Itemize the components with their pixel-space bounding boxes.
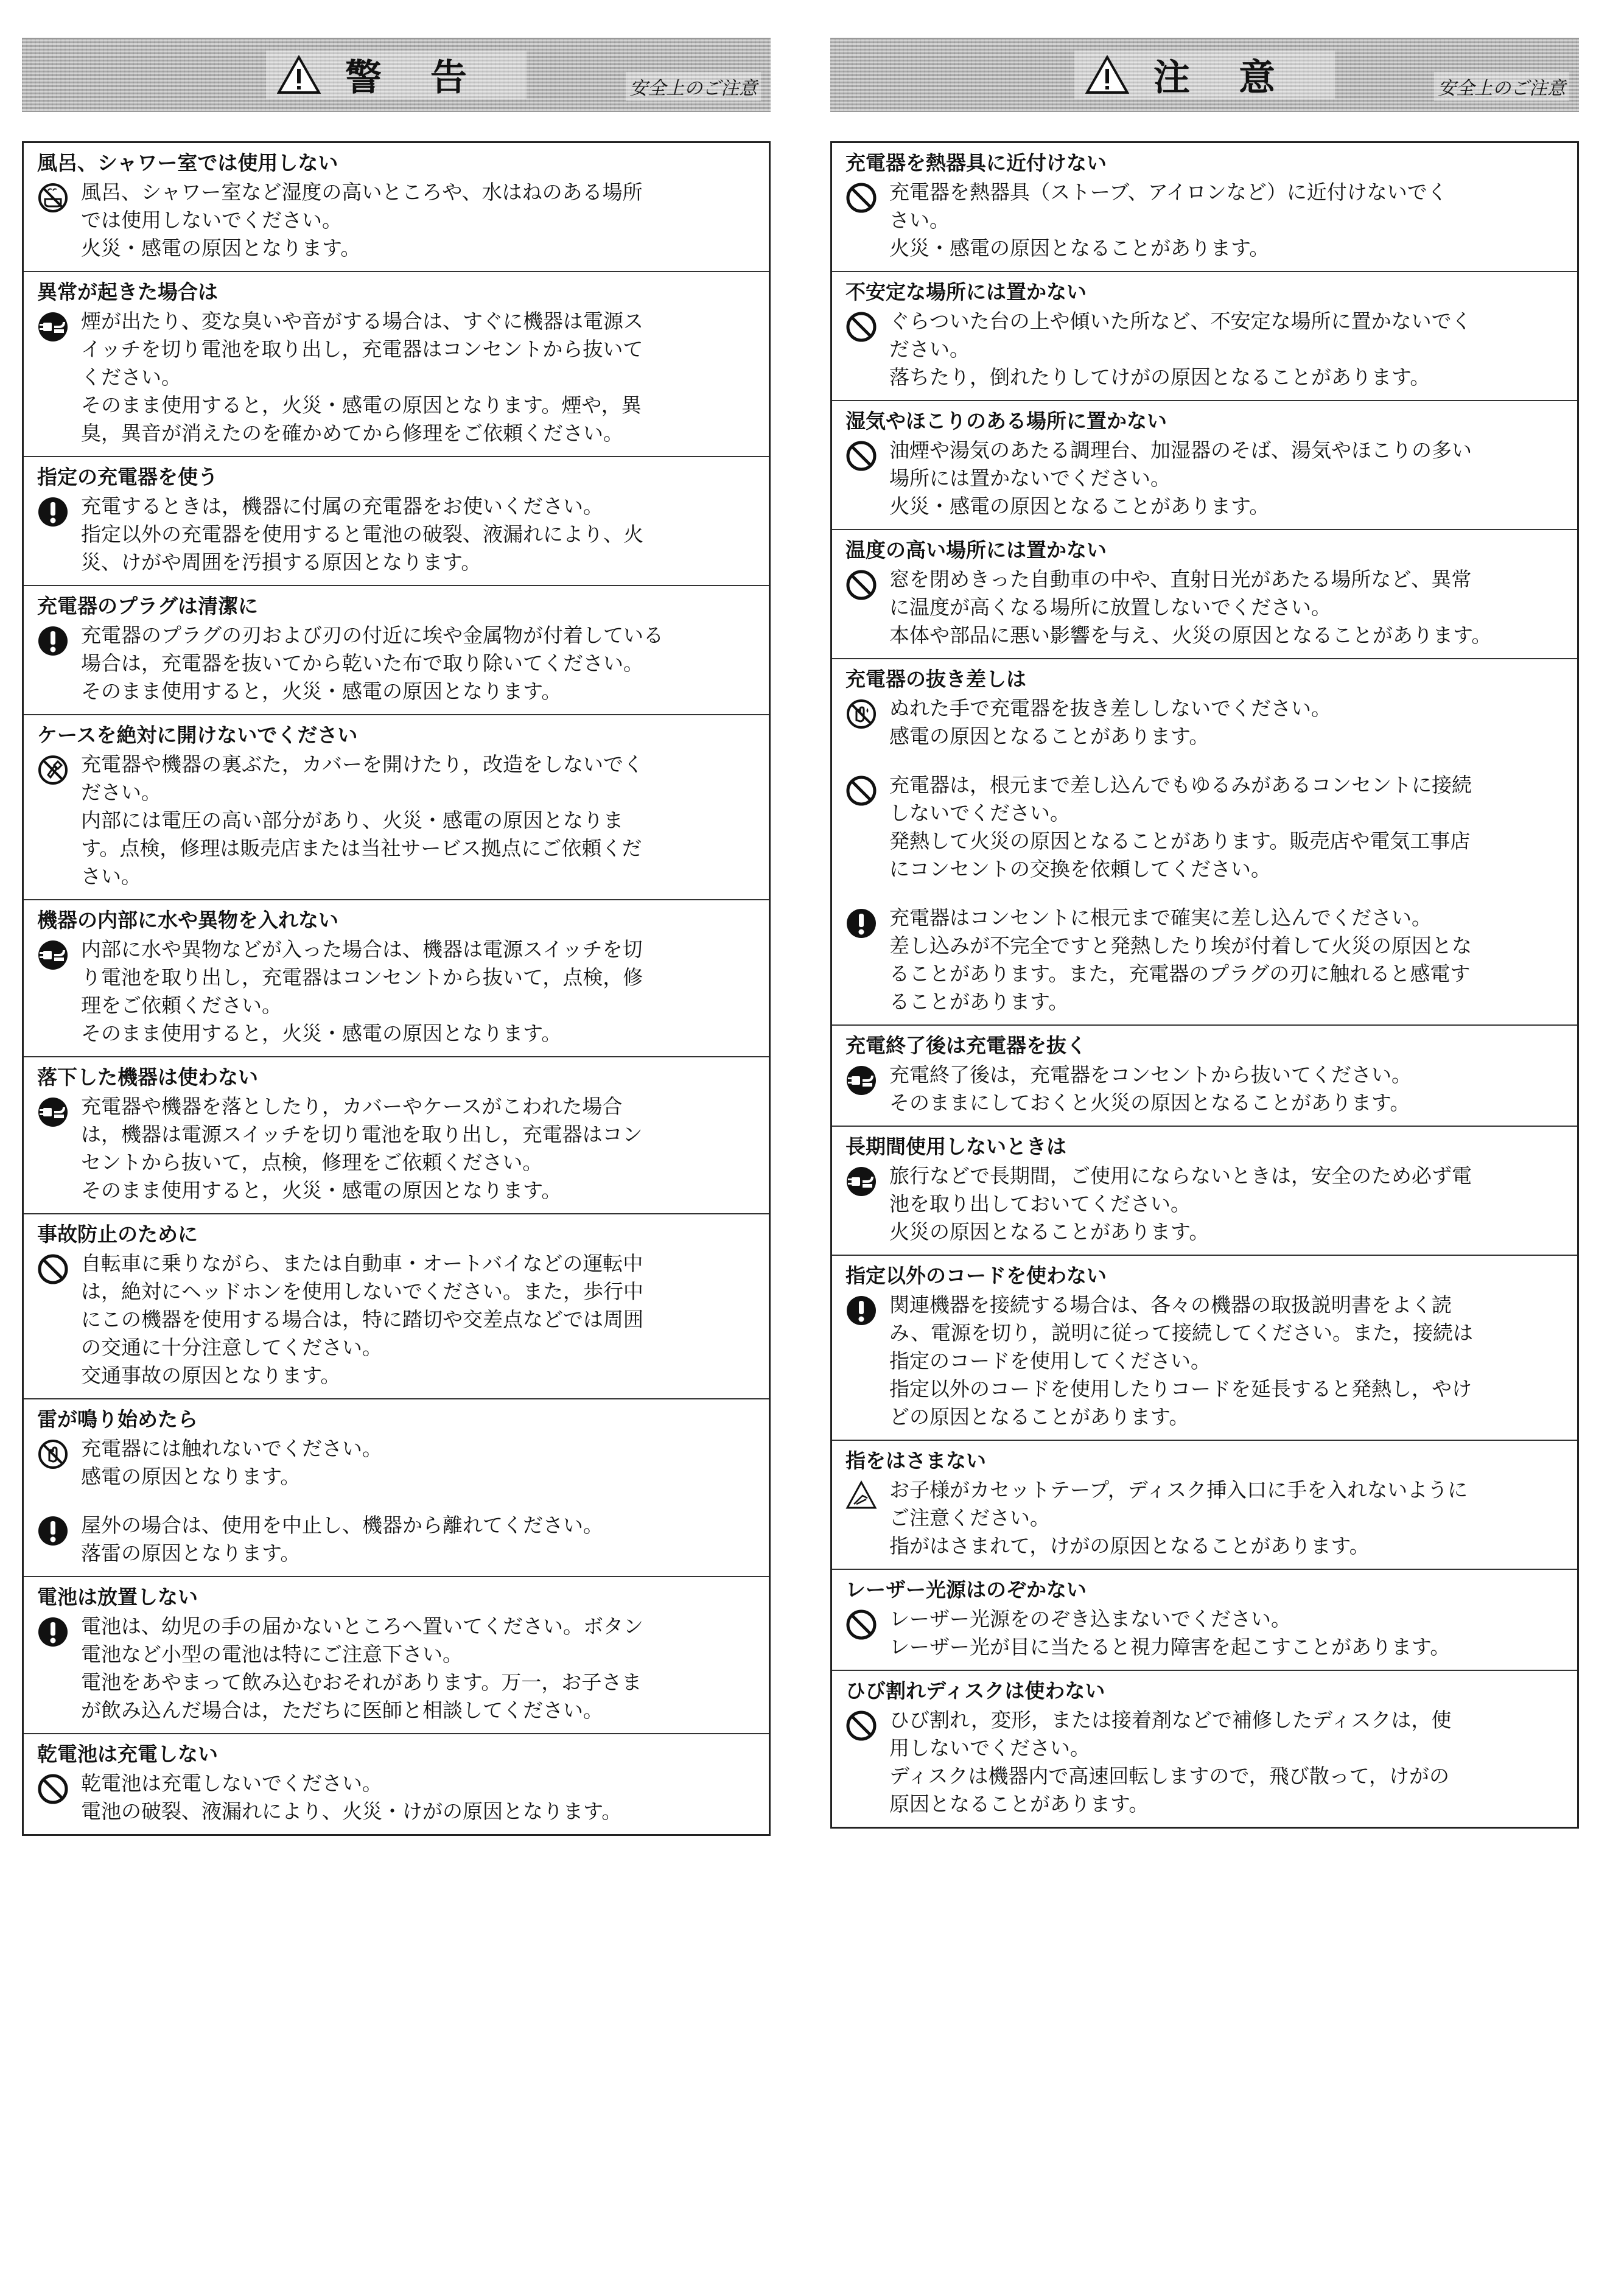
notice-line: ください。 xyxy=(81,365,181,389)
notice-text xyxy=(889,1605,1564,1661)
notice-line: 充電器は，根元まで差し込んでもゆるみがあるコンセントに接続 xyxy=(889,773,1472,797)
notice-item xyxy=(845,565,1564,650)
notice-item xyxy=(37,178,755,262)
notice-line: お子様がカセットテープ，ディスク挿入口に手を入れないように xyxy=(889,1478,1468,1502)
no-disassemble-icon xyxy=(37,754,69,786)
section-title: ケースを絶対に開けないでください xyxy=(37,723,358,747)
notice-item xyxy=(845,436,1564,520)
notice-text xyxy=(81,751,755,891)
notice-line: そのまま使用すると，火災・感電の原因となります。 xyxy=(81,1021,562,1045)
notice-line: 臭，異音が消えたのを確かめてから修理をご依頼ください。 xyxy=(81,421,623,445)
notice-line: ぐらついた台の上や傾いた所など、不安定な場所に置かないでく xyxy=(889,309,1472,333)
mandatory-icon xyxy=(845,1295,877,1326)
notice-text xyxy=(81,492,755,576)
section-title: 充電器のプラグは清潔に xyxy=(37,594,258,618)
no-bath-icon xyxy=(37,182,69,214)
notice-section xyxy=(24,1577,769,1734)
prohibited-icon xyxy=(37,1253,69,1285)
notice-item xyxy=(845,1291,1564,1431)
notice-section xyxy=(832,1256,1577,1441)
notice-section xyxy=(24,1214,769,1399)
notice-text xyxy=(81,307,755,447)
unplug-icon xyxy=(37,1096,69,1128)
notice-section xyxy=(832,401,1577,530)
section-title: 充電器を熱器具に近付けない xyxy=(845,151,1107,175)
notice-section xyxy=(832,1441,1577,1570)
notice-line: 充電器や機器の裏ぶた，カバーを開けたり，改造をしないでく xyxy=(81,752,643,776)
notice-line: の交通に十分注意してください。 xyxy=(81,1336,382,1359)
notice-line: ることがあります。 xyxy=(889,990,1069,1014)
notice-line: しないでください。 xyxy=(889,801,1070,825)
section-title: 雷が鳴り始めたら xyxy=(37,1407,198,1431)
notice-line: 指がはさまれて，けがの原因となることがあります。 xyxy=(889,1534,1370,1558)
notice-section xyxy=(832,1570,1577,1671)
notice-line: では使用しないでください。 xyxy=(81,208,342,232)
notice-line: り電池を取り出し，充電器はコンセントから抜いて，点検，修 xyxy=(81,965,643,989)
notice-section xyxy=(832,1026,1577,1127)
prohibited-icon xyxy=(845,440,877,472)
warning-banner xyxy=(22,38,771,112)
notice-line: 感電の原因となることがあります。 xyxy=(889,724,1209,748)
notice-line: 場所には置かないでください。 xyxy=(889,466,1171,490)
section-title: 温度の高い場所には置かない xyxy=(845,538,1107,562)
notice-line: 本体や部品に悪い影響を与え、火災の原因となることがあります。 xyxy=(889,623,1492,647)
banner-title: 注意 xyxy=(1153,57,1324,99)
notice-text xyxy=(81,1250,755,1390)
notice-line: 電池をあやまって飲み込むおそれがあります。万一，お子さま xyxy=(81,1670,642,1694)
notice-text xyxy=(81,622,755,706)
notice-line: ひび割れ，変形，または接着剤などで補修したディスクは，使 xyxy=(889,1708,1452,1732)
notice-item xyxy=(845,771,1564,883)
notice-line: す。点検，修理は販売店または当社サービス拠点にご依頼くだ xyxy=(81,836,642,860)
notice-text xyxy=(889,1162,1564,1246)
notice-text xyxy=(81,1435,755,1491)
notice-item xyxy=(37,307,755,447)
notice-item xyxy=(37,1770,755,1826)
notice-text xyxy=(81,936,755,1048)
notice-text xyxy=(889,1061,1564,1117)
notice-item xyxy=(845,1061,1564,1117)
notice-section xyxy=(832,1671,1577,1827)
unplug-icon xyxy=(845,1166,877,1197)
pinch-warning-icon xyxy=(845,1480,877,1511)
notice-line: 感電の原因となります。 xyxy=(81,1465,301,1488)
prohibited-icon xyxy=(845,569,877,601)
section-title: 異常が起きた場合は xyxy=(37,280,218,304)
notice-line: イッチを切り電池を取り出し，充電器はコンセントから抜いて xyxy=(81,337,643,361)
warning-triangle-icon xyxy=(277,55,321,94)
mandatory-icon xyxy=(845,908,877,939)
notice-line: レーザー光源をのぞき込まないでください。 xyxy=(889,1607,1291,1631)
notice-text xyxy=(81,1770,755,1826)
notice-line: 原因となることがあります。 xyxy=(889,1792,1149,1816)
notice-line: 油煙や湯気のあたる調理台、加湿器のそば、湯気やほこりの多い xyxy=(889,438,1472,462)
section-title: 不安定な場所には置かない xyxy=(845,280,1087,304)
notice-line: は，絶対にヘッドホンを使用しないでください。また，歩行中 xyxy=(81,1280,643,1303)
notice-line: 内部に水や異物などが入った場合は、機器は電源スイッチを切 xyxy=(81,937,643,961)
notice-item xyxy=(37,1511,755,1567)
section-title: 乾電池は充電しない xyxy=(37,1742,218,1766)
notice-line: レーザー光が目に当たると視力障害を起こすことがあります。 xyxy=(889,1635,1451,1659)
notice-line: 充電器はコンセントに根元まで確実に差し込んでください。 xyxy=(889,906,1432,930)
notice-line: そのままにしておくと火災の原因となることがあります。 xyxy=(889,1091,1410,1115)
notice-line: は，機器は電源スイッチを切り電池を取り出し，充電器はコン xyxy=(81,1122,643,1146)
section-title: 電池は放置しない xyxy=(37,1585,198,1609)
notice-line: 発熱して火災の原因となることがあります。販売店や電気工事店 xyxy=(889,829,1471,853)
warning-column xyxy=(22,38,771,1836)
notice-line: ださい。 xyxy=(81,780,161,804)
notice-line: 電池など小型の電池は特にご注意下さい。 xyxy=(81,1642,463,1666)
notice-line: 関連機器を接続する場合は、各々の機器の取扱説明書をよく読 xyxy=(889,1293,1452,1317)
prohibited-icon xyxy=(845,311,877,343)
notice-section xyxy=(832,530,1577,659)
notice-text xyxy=(889,1476,1564,1560)
notice-item xyxy=(845,1162,1564,1246)
notice-text xyxy=(81,178,755,262)
mandatory-icon xyxy=(37,1616,69,1648)
section-title: 機器の内部に水や異物を入れない xyxy=(37,908,338,932)
notice-line: そのまま使用すると，火災・感電の原因となります。煙や，異 xyxy=(81,393,642,417)
prohibited-icon xyxy=(37,1773,69,1805)
section-title: 指をはさまない xyxy=(845,1449,986,1472)
notice-line: 充電器のプラグの刃および刃の付近に埃や金属物が付着している xyxy=(81,623,663,647)
notice-text xyxy=(81,1093,755,1205)
notice-line: 火災・感電の原因となることがあります。 xyxy=(889,494,1270,518)
notice-line: ださい。 xyxy=(889,337,970,361)
prohibited-icon xyxy=(845,1609,877,1640)
notice-item xyxy=(37,751,755,891)
notice-line: 風呂、シャワー室など湿度の高いところや、水はねのある場所 xyxy=(81,180,643,204)
notice-item xyxy=(37,1435,755,1491)
notice-line: み、電源を切り，説明に従って接続してください。また，接続は xyxy=(889,1321,1473,1345)
notice-line: 煙が出たり、変な臭いや音がする場合は、すぐに機器は電源ス xyxy=(81,309,643,333)
notice-line: 場合は，充電器を抜いてから乾いた布で取り除いてください。 xyxy=(81,651,643,675)
section-title: 事故防止のために xyxy=(37,1222,198,1246)
notice-line: にコンセントの交換を依頼してください。 xyxy=(889,857,1271,881)
notice-item xyxy=(37,492,755,576)
notice-section xyxy=(832,272,1577,401)
notice-text xyxy=(889,565,1564,650)
caution-box xyxy=(830,141,1579,1829)
notice-line: 指定のコードを使用してください。 xyxy=(889,1349,1211,1373)
notice-line: 災、けがや周囲を汚損する原因となります。 xyxy=(81,550,481,574)
notice-line: 指定以外のコードを使用したりコードを延長すると発熱し，やけ xyxy=(889,1377,1472,1401)
notice-line: 用しないでください。 xyxy=(889,1736,1090,1760)
notice-line: さい。 xyxy=(889,208,950,232)
notice-line: 充電するときは，機器に付属の充電器をお使いください。 xyxy=(81,494,603,518)
notice-line: ご注意ください。 xyxy=(889,1506,1050,1530)
notice-line: 充電器を熱器具（ストーブ、アイロンなど）に近付けないでく xyxy=(889,180,1447,204)
notice-line: 指定以外の充電器を使用すると電池の破裂、液漏れにより、火 xyxy=(81,522,643,546)
mandatory-icon xyxy=(37,625,69,657)
banner-subtitle: 安全上のご注意 xyxy=(626,72,761,101)
notice-line: 内部には電圧の高い部分があり、火災・感電の原因となりま xyxy=(81,808,623,832)
notice-section xyxy=(24,1057,769,1214)
unplug-icon xyxy=(845,1065,877,1096)
unplug-icon xyxy=(37,311,69,343)
notice-item xyxy=(845,695,1564,751)
notice-item xyxy=(37,1093,755,1205)
notice-text xyxy=(889,307,1564,391)
prohibited-icon xyxy=(845,182,877,214)
notice-section xyxy=(24,1734,769,1834)
notice-item xyxy=(845,904,1564,1016)
notice-section xyxy=(24,900,769,1057)
notice-line: 窓を閉めきった自動車の中や、直射日光があたる場所など、異常 xyxy=(889,567,1472,591)
notice-section xyxy=(24,586,769,715)
notice-line: 火災・感電の原因となることがあります。 xyxy=(889,236,1270,260)
notice-line: 理をご依頼ください。 xyxy=(81,993,282,1017)
notice-text xyxy=(889,436,1564,520)
section-title: ひび割れディスクは使わない xyxy=(845,1679,1105,1703)
mandatory-icon xyxy=(37,1515,69,1547)
notice-line: 差し込みが不完全ですと発熱したり埃が付着して火災の原因とな xyxy=(889,934,1472,958)
notice-section xyxy=(24,715,769,900)
unplug-icon xyxy=(37,939,69,971)
notice-section xyxy=(24,272,769,457)
section-title: 長期間使用しないときは xyxy=(845,1135,1066,1158)
notice-item xyxy=(845,1605,1564,1661)
notice-line: に温度が高くなる場所に放置しないでください。 xyxy=(889,595,1331,619)
notice-text xyxy=(889,178,1564,262)
notice-item xyxy=(37,622,755,706)
notice-section xyxy=(24,457,769,586)
notice-line: 屋外の場合は、使用を中止し、機器から離れてください。 xyxy=(81,1513,603,1537)
warning-triangle-icon xyxy=(1085,55,1129,94)
notice-text xyxy=(889,1706,1564,1818)
notice-text xyxy=(889,1291,1564,1431)
notice-line: 火災の原因となることがあります。 xyxy=(889,1220,1209,1244)
mandatory-icon xyxy=(37,496,69,528)
notice-item xyxy=(845,307,1564,391)
section-title: レーザー光源はのぞかない xyxy=(845,1578,1087,1602)
notice-line: ぬれた手で充電器を抜き差ししないでください。 xyxy=(889,696,1331,720)
notice-text xyxy=(889,904,1564,1016)
notice-line: ディスクは機器内で高速回転しますので，飛び散って，けがの xyxy=(889,1764,1450,1788)
notice-line: 自転車に乗りながら、または自動車・オートバイなどの運転中 xyxy=(81,1252,643,1275)
notice-section xyxy=(832,659,1577,1026)
notice-item xyxy=(845,178,1564,262)
notice-line: 充電器には触れないでください。 xyxy=(81,1437,382,1460)
notice-line: セントから抜いて，点検，修理をご依頼ください。 xyxy=(81,1150,543,1174)
warning-box xyxy=(22,141,771,1836)
notice-item xyxy=(37,1612,755,1725)
notice-item xyxy=(37,1250,755,1390)
notice-item xyxy=(845,1476,1564,1560)
notice-text xyxy=(889,771,1564,883)
notice-line: そのまま使用すると，火災・感電の原因となります。 xyxy=(81,1178,562,1202)
notice-line: が飲み込んだ場合は，ただちに医師と相談してください。 xyxy=(81,1698,603,1722)
notice-line: さい。 xyxy=(81,864,141,888)
notice-item xyxy=(845,1706,1564,1818)
notice-line: 電池の破裂、液漏れにより、火災・けがの原因となります。 xyxy=(81,1799,622,1823)
notice-line: 火災・感電の原因となります。 xyxy=(81,236,361,260)
section-title: 充電器の抜き差しは xyxy=(845,667,1026,691)
section-title: 風呂、シャワー室では使用しない xyxy=(37,151,338,175)
no-wet-hands-icon xyxy=(845,698,877,730)
notice-line: 落雷の原因となります。 xyxy=(81,1541,301,1565)
caution-column xyxy=(830,38,1579,1829)
notice-line: 交通事故の原因となります。 xyxy=(81,1364,341,1387)
notice-line: 電池は、幼児の手の届かないところへ置いてください。ボタン xyxy=(81,1614,643,1638)
section-title: 湿気やほこりのある場所に置かない xyxy=(845,409,1167,433)
notice-line: 乾電池は充電しないでください。 xyxy=(81,1771,382,1795)
notice-section xyxy=(24,143,769,272)
prohibited-icon xyxy=(845,775,877,807)
notice-section xyxy=(832,1127,1577,1256)
notice-section xyxy=(24,1399,769,1577)
prohibited-icon xyxy=(845,1710,877,1742)
section-title: 落下した機器は使わない xyxy=(37,1065,258,1089)
notice-line: 充電器や機器を落としたり，カバーやケースがこわれた場合 xyxy=(81,1094,623,1118)
notice-text xyxy=(81,1511,755,1567)
notice-text xyxy=(81,1612,755,1725)
notice-line: 落ちたり，倒れたりしてけがの原因となることがあります。 xyxy=(889,365,1430,389)
section-title: 指定以外のコードを使わない xyxy=(845,1264,1107,1287)
notice-line: 旅行などで長期間，ご使用にならないときは，安全のため必ず電 xyxy=(889,1164,1472,1188)
section-title: 指定の充電器を使う xyxy=(37,465,218,489)
caution-banner xyxy=(830,38,1579,112)
notice-line: にこの機器を使用する場合は，特に踏切や交差点などでは周囲 xyxy=(81,1308,643,1331)
banner-title: 警告 xyxy=(345,57,516,99)
no-touch-icon xyxy=(37,1438,69,1470)
notice-section xyxy=(832,143,1577,272)
notice-line: ることがあります。また，充電器のプラグの刃に触れると感電す xyxy=(889,962,1471,986)
notice-text xyxy=(889,695,1564,751)
notice-line: どの原因となることがあります。 xyxy=(889,1405,1189,1429)
notice-line: 充電終了後は，充電器をコンセントから抜いてください。 xyxy=(889,1063,1412,1087)
banner-subtitle: 安全上のご注意 xyxy=(1434,72,1569,101)
notice-line: そのまま使用すると，火災・感電の原因となります。 xyxy=(81,679,562,703)
notice-item xyxy=(37,936,755,1048)
section-title: 充電終了後は充電器を抜く xyxy=(845,1034,1087,1057)
notice-line: 池を取り出しておいてください。 xyxy=(889,1192,1191,1216)
